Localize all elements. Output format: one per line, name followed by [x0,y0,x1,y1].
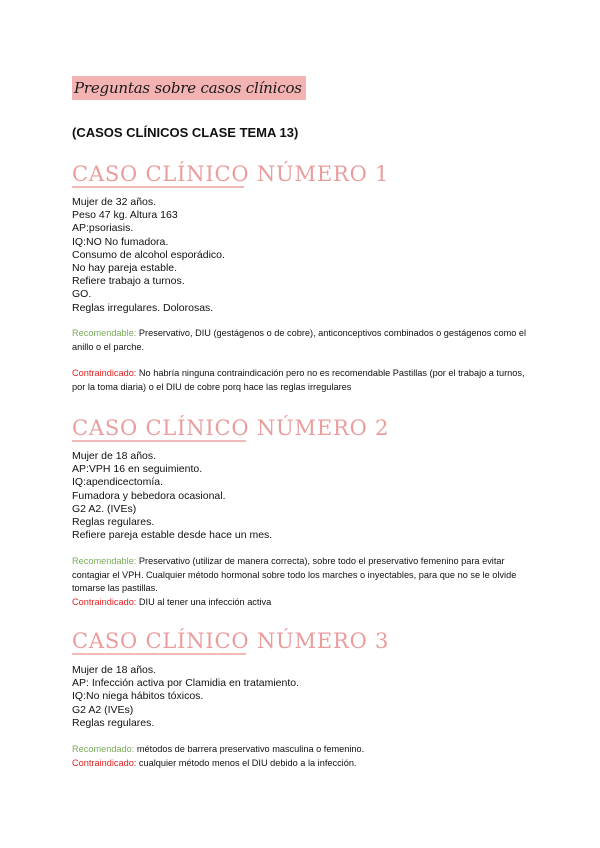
case-line: AP:VPH 16 en seguimiento. [72,463,203,476]
recommended-label: Recomendado: [72,744,135,754]
case-line: Mujer de 32 años. [72,196,157,208]
case-line: Reglas regulares. [72,716,155,729]
document-subtitle: (CASOS CLÍNICOS CLASE TEMA 13) [72,125,299,140]
case-line: G2 A2. (IVEs) [72,502,137,515]
case-2-contraindicated [72,596,530,610]
contraindicated-label: Contraindicado: [72,758,137,768]
case-line: IQ:No niega hábitos tóxicos. [72,690,204,703]
case-line: G2 A2 (IVEs) [72,703,134,716]
case-line: IQ:NO No fumadora. [72,235,169,248]
recommended-label: Recomendable: [72,556,137,566]
case-2-heading: CASO CLÍNICO NÚMERO 2 [72,416,390,440]
case-2-recommended [72,555,530,596]
recommended-text: Preservativo (utilizar de manera correcta), sobre todo el preservativo femenino para evitar contagiar el VPH. Cualquier método hormonal sobre todo los marches o inyectables, para que no se le olvide tomarse las pastillas. [72,556,517,593]
case-2-underline [72,440,246,442]
case-line: No hay pareja estable. [72,262,178,275]
case-3-details [72,664,532,730]
case-line: Consumo de alcohol esporádico. [72,248,225,261]
case-1-heading: CASO CLÍNICO NÚMERO 1 [72,162,390,186]
case-3-contraindicated [72,757,530,771]
contraindicated-text: DIU al tener una infección activa [138,597,272,607]
case-line: Refiere pareja estable desde hace un mes. [72,529,273,542]
case-1-underline [72,186,244,188]
recommended-label: Recomendable: [72,328,137,338]
case-1-recommended [72,327,530,354]
document-title: Preguntas sobre casos clínicos [72,76,306,100]
case-3-heading: CASO CLÍNICO NÚMERO 3 [72,629,390,653]
case-3-recommended [72,743,530,757]
case-line: Mujer de 18 años. [72,450,157,462]
case-line: Reglas regulares. [72,516,155,529]
case-line: Reglas irregulares. Dolorosas. [72,301,214,314]
case-1-details [72,196,532,315]
case-line: AP:psoriasis. [72,222,134,235]
case-line: Refiere trabajo a turnos. [72,275,185,288]
case-2-details [72,450,532,542]
case-line: Mujer de 18 años. [72,664,157,676]
case-line: Peso 47 kg. Altura 163 [72,209,178,222]
case-1-contraindicated [72,367,530,394]
case-line: GO. [72,288,92,301]
contraindicated-label: Contraindicado: [72,368,137,378]
recommended-text: Preservativo, DIU (gestágenos o de cobre), anticonceptivos combinados o gestágenos como el anillo o el parche. [72,328,527,352]
recommended-text: métodos de barrera preservativo masculina o femenino. [136,744,365,754]
case-line: Fumadora y bebedora ocasional. [72,489,226,502]
case-line: IQ:apendicectomía. [72,476,164,489]
case-line: AP: Infección activa por Clamidia en tratamiento. [72,677,300,690]
case-3-underline [72,653,246,655]
contraindicated-text: No habría ninguna contraindicación pero no es recomendable Pastillas (por el trabajo a turnos, por la toma diaria) o el DIU de cobre porq hace las reglas irregulares [72,368,525,392]
contraindicated-text: cualquier método menos el DIU debido a la infección. [138,758,357,768]
contraindicated-label: Contraindicado: [72,597,137,607]
